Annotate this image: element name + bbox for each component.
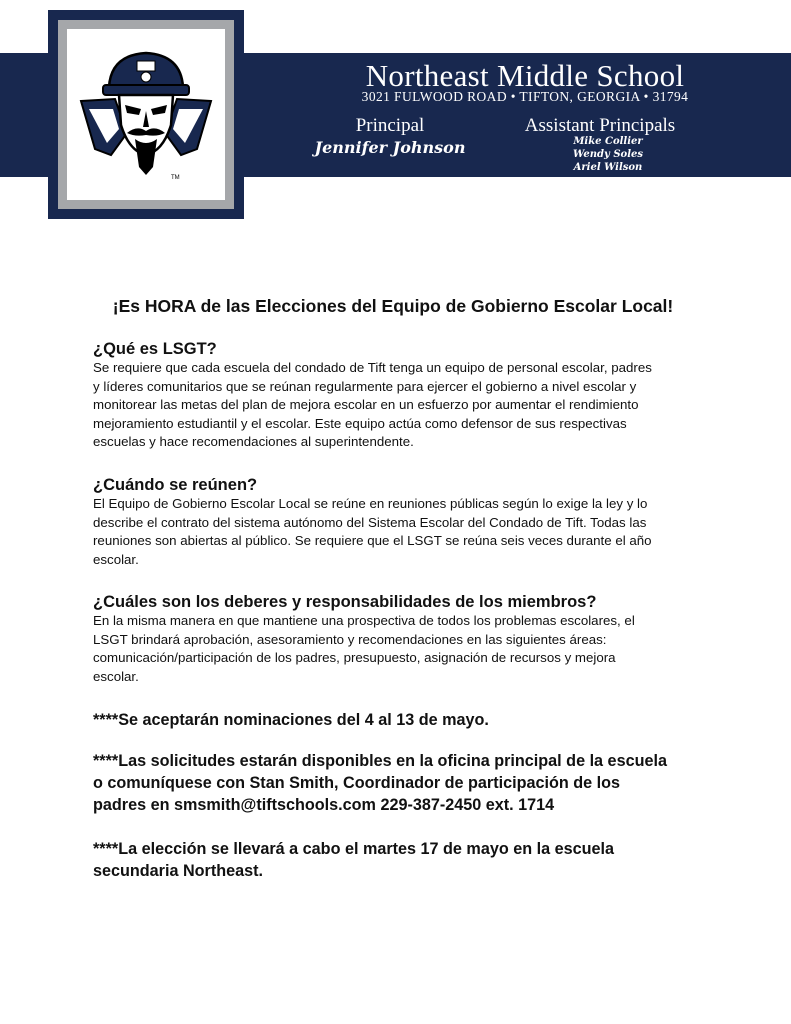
notice-election: ****La elección se llevará a cabo el martes 17 de mayo en la escuela secundaria Northeast. <box>93 840 614 880</box>
assistant-principals-title: Assistant Principals <box>524 115 676 136</box>
assistant-principal-name: Ariel Wilson <box>573 162 643 173</box>
trademark-mark: TM <box>171 175 180 181</box>
assistant-principal-name: Mike Collier <box>573 136 643 147</box>
logo-frame <box>48 10 244 219</box>
section-body: En la misma manera en que mantiene una prospectiva de todos los problemas escolares, el LSGT brindará aprobación, asesoramiento y recomendaciones en las siguientes áreas: comunicación/participación de los padres, presupuesto, asignación de recursos y mejora escolar. <box>93 613 635 684</box>
section-duties <box>93 592 701 686</box>
school-name: Northeast Middle School <box>365 58 685 93</box>
principal-name: Jennifer Johnson <box>314 138 466 157</box>
section-body: Se requiere que cada escuela del condado de Tift tenga un equipo de personal escolar, padres y líderes comunitarios que se reúnan regularmente para ejercer el gobierno a nivel escolar y monitorear las metas del plan de mejora escolar en un esfuerzo por aumentar el rendimiento mejoramiento estudiantil y el escolar. Este equipo actúa como defensor de sus respectivas escuelas y hace recomendaciones al superintendente. <box>93 360 652 450</box>
document-title: ¡Es HORA de las Elecciones del Equipo de Gobierno Escolar Local! <box>112 296 674 316</box>
section-heading: ¿Qué es LSGT? <box>93 340 217 358</box>
section-when-meet <box>93 475 701 569</box>
section-heading: ¿Cuándo se reúnen? <box>93 476 258 494</box>
section-heading: ¿Cuáles son los deberes y responsabilidades de los miembros? <box>93 593 597 611</box>
notice-nominations: ****Se aceptarán nominaciones del 4 al 13 de mayo. <box>93 711 489 729</box>
section-what-is-lsgt <box>93 339 701 452</box>
assistant-principal-name: Wendy Soles <box>572 149 643 160</box>
notice-applications: ****Las solicitudes estarán disponibles en la oficina principal de la escuela o comuníquese con Stan Smith, Coordinador de participación de los padres en smsmith@tiftschools.com 229-387-2450 ext. 1714 <box>93 752 667 814</box>
school-address: 3021 FULWOOD ROAD • TIFTON, GEORGIA • 31794 <box>361 89 689 104</box>
knight-mascot-logo-icon <box>67 29 225 200</box>
principal-title: Principal <box>355 115 425 136</box>
logo-panel <box>67 29 225 200</box>
section-body: El Equipo de Gobierno Escolar Local se reúne en reuniones públicas según lo exige la ley y lo describe el contrato del sistema autónomo del Sistema Escolar del Condado de Tift. Todas las reuniones son abiertas al público. Se requiere que el LSGT se reúna seis veces durante el año escolar. <box>93 496 652 567</box>
logo-border <box>58 20 234 209</box>
assistant-principals-list <box>528 135 688 174</box>
